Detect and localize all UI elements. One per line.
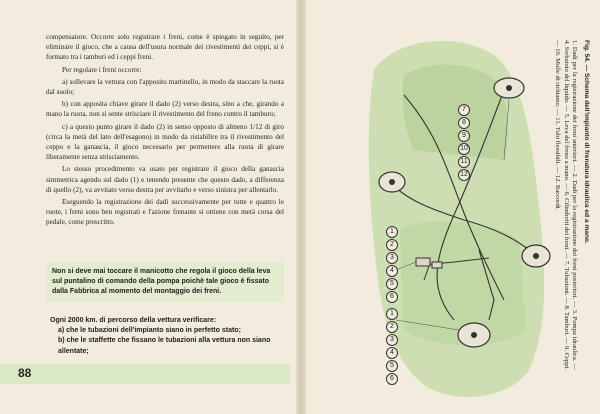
callout-number: 1	[386, 226, 398, 238]
checklist-item: b) che le staffette che fissano le tubazioni alla vettura non siano allentate;	[58, 337, 271, 355]
callout-number: 4	[386, 265, 398, 277]
callout-number: 7	[458, 104, 470, 116]
callout-number: 6	[386, 373, 398, 385]
callout-number: 2	[386, 321, 398, 333]
left-page	[0, 0, 298, 414]
callout-number: 12	[458, 169, 470, 181]
callout-number: 3	[386, 334, 398, 346]
paragraph: c) a questo punto girare il dado (2) in senso opposto di almeno 1/12 di giro (circa la metà del lato dell'esagono) in modo da ristabilire tra il rivestimento del ceppo e la ganascia, il gioco necessario per permettere alla ruota di girare liberamente senza strisciamento.	[46, 122, 284, 162]
caption-body: 1. Dadi per la registrazione dei freni anteriori. — 2. Dadi per la registrazione dei freni posteriori. — 3. Pompa idraulica. — 4. Serbatoio del liquido. — 5. Leva del freno a mano. — 6. Cilindretti dei freni. — 7. Tubazioni. — 8. Tamburi. — 9. Ceppi. — 10. Molle di richiamo. — 11. Tubi flessibili. — 12. Raccordi.	[554, 40, 579, 370]
maintenance-checklist	[50, 316, 284, 357]
callout-column-left-upper	[386, 226, 398, 304]
paragraph: Per regolare i freni occorre:	[62, 65, 142, 74]
paragraph: Eseguendo la registrazione dei dadi successivamente per tutte e quattro le ruote, i freni sono ben registrati e l'azione frenante si ottiene con metà corsa del pedale, come prescritto.	[46, 198, 284, 227]
warning-note: Non si deve mai toccare il manicotto che regola il gioco della leva sul puntalino di comando della pompa poichè tale gioco è fissato dalla Fabbrica al momento del montaggio dei freni.	[46, 262, 284, 302]
page-number: 88	[18, 366, 32, 380]
callout-column-top	[458, 104, 470, 182]
callout-number: 4	[386, 347, 398, 359]
paragraph: a) sollevare la vettura con l'apposito martinello, in modo da staccare la ruota dal suolo;	[46, 77, 284, 97]
callout-number: 10	[458, 143, 470, 155]
paragraph: Lo stesso procedimento va usato per registrare il gioco della ganascia simmetrica agendo sul dado (1) e tenendo presente che questo dado, a differenza di quello (2), va avvitato verso destra per avvitarlo e verso sinistra per allentarlo.	[46, 165, 284, 194]
footer-band	[0, 364, 290, 384]
callout-number: 11	[458, 156, 470, 168]
body-text	[46, 32, 284, 228]
car-hood	[402, 65, 507, 160]
paragraph: b) con apposita chiave girare il dado (2) verso destra, sino a che, girando a mano la ruota, non si sente strisciare il rivestimento del freno contro il tamburo;	[46, 100, 284, 119]
callout-number: 6	[386, 291, 398, 303]
callout-number: 9	[458, 130, 470, 142]
paragraph: compensatore. Occorre solo registrare i freni, come è spiegato in seguito, per eliminare il gioco, che a causa dell'usura normale dei rivestimenti dei ceppi, si è formato tra i tamburi ed i ceppi freni.	[46, 33, 284, 62]
callout-number: 8	[458, 117, 470, 129]
callout-column-left-lower	[386, 308, 398, 386]
figure-caption	[510, 40, 590, 370]
callout-number: 2	[386, 239, 398, 251]
checklist-item: a) che le tubazioni dell'impianto siano in perfetto stato;	[58, 327, 241, 335]
callout-number: 5	[386, 360, 398, 372]
callout-number: 1	[386, 308, 398, 320]
callout-number: 5	[386, 278, 398, 290]
checklist-intro: Ogni 2000 km. di percorso della vettura verificare:	[50, 317, 217, 324]
callout-number: 3	[386, 252, 398, 264]
caption-title: Fig. 54. — Schema dell'impianto di frenatura idraulica ed a mano.	[583, 40, 590, 244]
